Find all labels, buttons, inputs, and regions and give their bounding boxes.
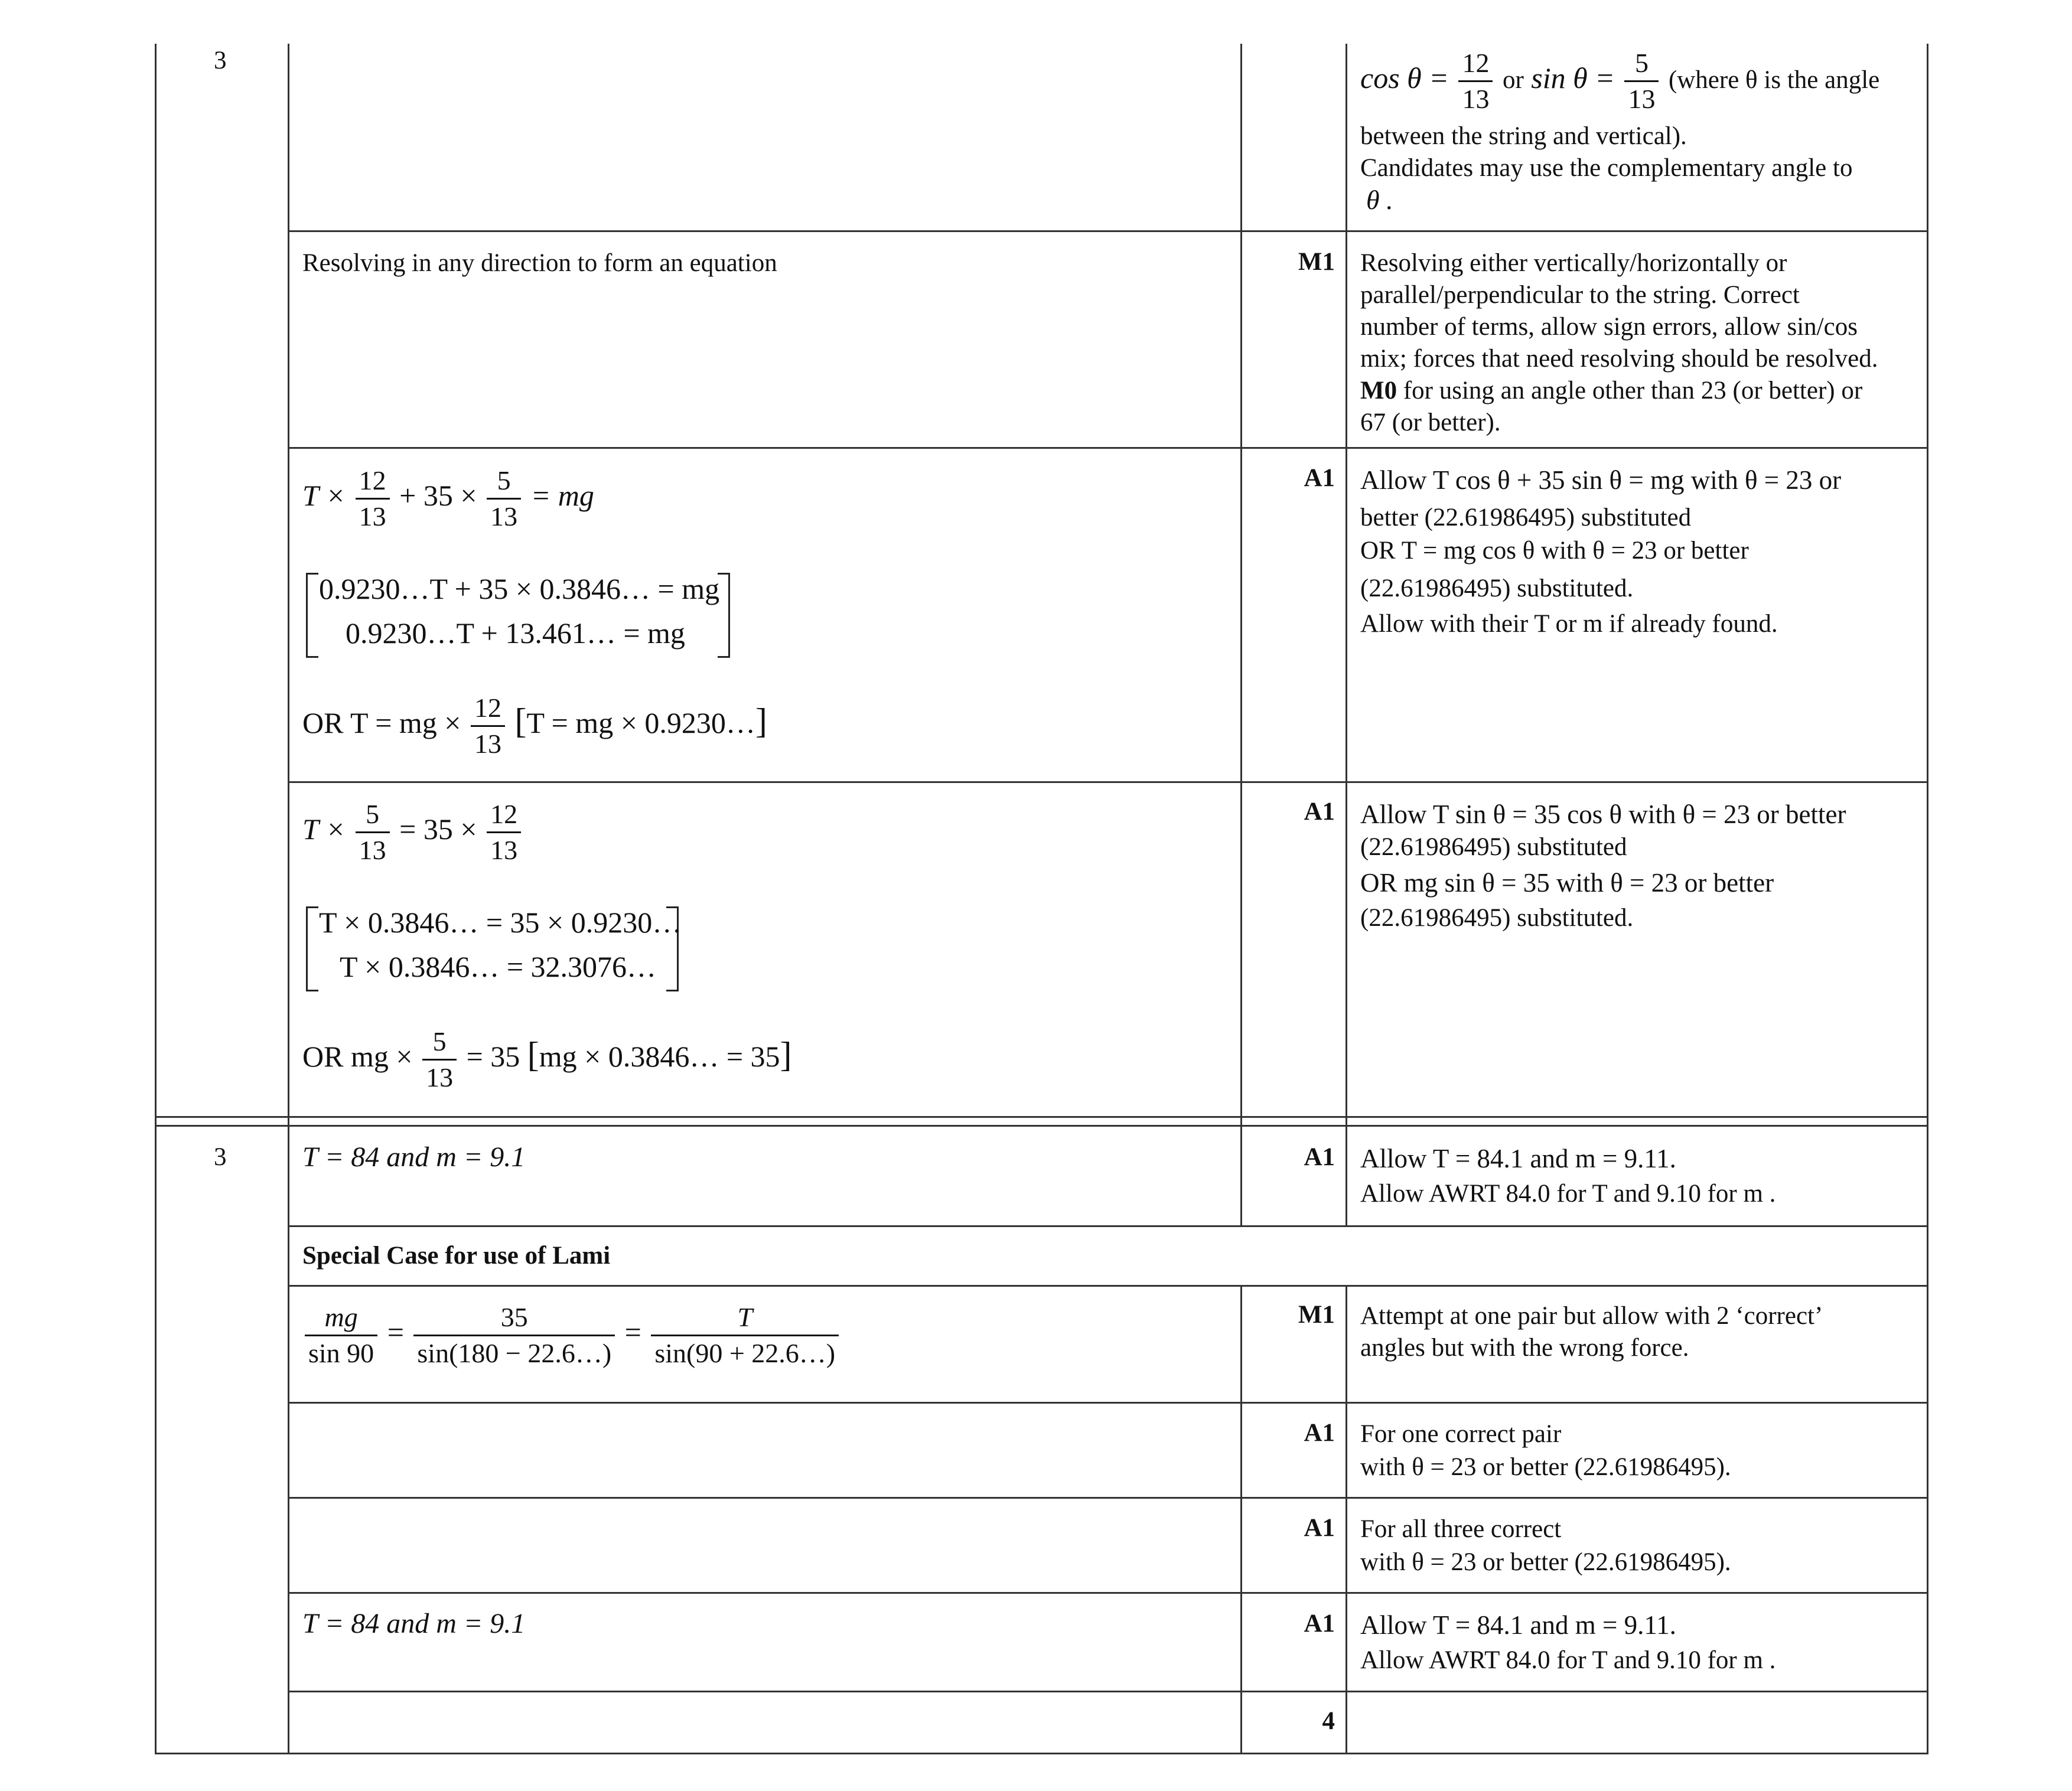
sin-theta-eq: sin θ = [1531,61,1615,94]
eq-part: OR mg × [302,1039,413,1073]
grid-row-line [288,230,1928,232]
guidance-line: OR T = mg cos θ with θ = 23 or better [1360,537,1749,565]
grid-left-border [155,44,157,1754]
guidance-line: Allow AWRT 84.0 for T and 9.10 for m . [1360,1180,1776,1208]
bracket-close: ] [780,1035,792,1074]
guidance-line: parallel/perpendicular to the string. Correct [1360,281,1800,309]
grid-double-line-bottom [155,1125,1928,1127]
fraction [422,1025,457,1095]
guidance-line: with θ = 23 or better (22.61986495). [1360,1453,1731,1481]
grid-row-line [288,1225,1928,1227]
frac-den: 13 [1458,80,1493,116]
bracket-open: [ [514,701,527,740]
grid-col-divider-2b [1240,1286,1242,1754]
question-number: 3 [214,1143,227,1171]
equals-sign: = [624,1315,641,1349]
guidance-line: Allow T = 84.1 and m = 9.11. [1360,1144,1676,1173]
fraction [487,464,521,534]
mark-label: A1 [1304,1610,1335,1637]
frac-num: 12 [474,693,501,723]
guidance-line: (22.61986495) substituted. [1360,575,1634,602]
bracket-close: ] [755,701,767,740]
eq-part: = 35 × [399,812,477,846]
frac-den: 13 [1624,80,1659,116]
frac-den: 13 [471,725,505,761]
m0-text: for using an angle other than 23 (or better) or [1397,377,1863,404]
guidance-line: OR mg sin θ = 35 with θ = 23 or better [1360,868,1774,898]
fraction-5-13 [1624,46,1659,116]
eq-part: = 35 [466,1039,520,1073]
frac-num: mg [324,1302,358,1332]
where-clause: (where θ is the angle [1668,66,1880,94]
frac-num: T [737,1302,753,1332]
frac-den: 13 [422,1059,457,1095]
eq-part: + 35 × [399,478,477,512]
guidance-line: θ . [1366,185,1393,215]
final-answer: T = 84 and m = 9.1 [302,1141,526,1173]
eq-part: = mg [530,478,594,512]
fraction [413,1300,615,1371]
bracket-line: 0.9230…T + 13.461… = mg [346,616,685,650]
mark-label: A1 [1304,798,1335,826]
guidance-line: better (22.61986495) substituted [1360,504,1692,531]
frac-num: 12 [1462,48,1490,78]
frac-num: 35 [500,1302,528,1332]
eq-part: T × [302,812,346,846]
or-word: or [1502,66,1524,94]
guidance-line: For all three correct [1360,1515,1562,1543]
vertical-equation [302,464,594,534]
guidance-line: Allow T = 84.1 and m = 9.11. [1360,1610,1676,1640]
grid-double-line-top [155,1116,1928,1118]
mark-label: M1 [1298,1301,1335,1329]
guidance-line: Attempt at one pair but allow with 2 ‘correct’ [1360,1302,1823,1330]
guidance-line: between the string and vertical). [1360,122,1687,150]
guidance-line: Resolving either vertically/horizontally or [1360,249,1787,277]
total-marks: 4 [1322,1707,1335,1735]
frac-num: 5 [366,799,380,829]
guidance-line: with θ = 23 or better (22.61986495). [1360,1548,1731,1576]
frac-den: 13 [356,498,390,534]
grid-row-line [288,1691,1928,1692]
left-bracket [306,573,318,658]
frac-den: sin 90 [305,1335,377,1371]
guidance-line: Candidates may use the complementary angle to [1360,154,1853,182]
lami-equation [302,1300,841,1371]
or-equation [302,1025,792,1095]
mark-label: A1 [1304,1143,1335,1171]
frac-den: sin(90 + 22.6…) [651,1335,839,1371]
right-bracket [718,573,730,658]
frac-num: 12 [490,799,518,829]
fraction [487,797,521,867]
fraction [305,1300,377,1371]
grid-bottom-border [155,1753,1928,1754]
mark-label: A1 [1304,464,1335,492]
eq-part: T = mg × 0.9230… [526,706,755,739]
bracket-line: T × 0.3846… = 32.3076… [340,950,657,983]
equals-sign: = [387,1315,404,1349]
frac-num: 5 [432,1026,447,1056]
guidance-line: Allow with their T or m if already found. [1360,610,1778,638]
special-case-heading: Special Case for use of Lami [302,1242,611,1270]
guidance-line: Allow T cos θ + 35 sin θ = mg with θ = 23 or [1360,465,1842,495]
frac-num: 12 [359,465,386,495]
left-bracket [306,906,318,991]
guidance-line: Allow AWRT 84.0 for T and 9.10 for m . [1360,1646,1776,1674]
frac-num: 5 [497,465,511,495]
mark-label: M1 [1298,248,1335,276]
grid-row-line [288,1592,1928,1594]
grid-row-line [288,1497,1928,1499]
fraction [471,691,505,761]
grid-row-line [288,1402,1928,1404]
bracket-line: T × 0.3846… = 35 × 0.9230… [319,906,682,939]
frac-den: 13 [487,831,521,867]
m0-label: M0 [1360,377,1397,404]
guidance-line: (22.61986495) substituted. [1360,904,1634,932]
eq-part: mg × 0.3846… = 35 [539,1039,780,1073]
answer-text: Resolving in any direction to form an equation [302,249,777,277]
fraction-12-13 [1458,46,1493,116]
guidance-line: 67 (or better). [1360,409,1501,436]
guidance-line-m0 [1360,375,1862,407]
frac-den: sin(180 − 22.6…) [413,1335,615,1371]
fraction [356,797,390,867]
frac-den: 13 [487,498,521,534]
grid-row-line [288,1285,1928,1287]
fraction [356,464,390,534]
fraction [651,1300,839,1371]
final-answer: T = 84 and m = 9.1 [302,1608,526,1639]
guidance-line: (22.61986495) substituted [1360,833,1627,861]
grid-col-divider-3a [1346,44,1347,1226]
cos-theta-eq: cos θ = [1360,61,1449,94]
grid-row-line [288,447,1928,449]
grid-col-divider-2a [1240,44,1242,1226]
mark-label: A1 [1304,1419,1335,1447]
guidance-line: For one correct pair [1360,1420,1562,1448]
eq-part: T × [302,478,346,512]
guidance-line: Allow T sin θ = 35 cos θ with θ = 23 or better [1360,800,1846,829]
guidance-line: number of terms, allow sign errors, allow sin/cos [1360,313,1858,341]
grid-col-divider-3b [1346,1286,1347,1754]
grid-row-line [288,781,1928,783]
guidance-line: angles but with the wrong force. [1360,1334,1689,1362]
frac-den: 13 [356,831,390,867]
trig-ratio-line [1360,46,1879,116]
or-equation [302,691,767,761]
question-number: 3 [214,47,227,74]
mark-label: A1 [1304,1514,1335,1542]
guidance-line: mix; forces that need resolving should be resolved. [1360,345,1878,373]
frac-num: 5 [1634,48,1649,78]
bracket-open: [ [527,1035,539,1074]
eq-part: OR T = mg × [302,706,461,739]
bracket-line: 0.9230…T + 35 × 0.3846… = mg [319,572,720,605]
horizontal-equation [302,797,523,867]
